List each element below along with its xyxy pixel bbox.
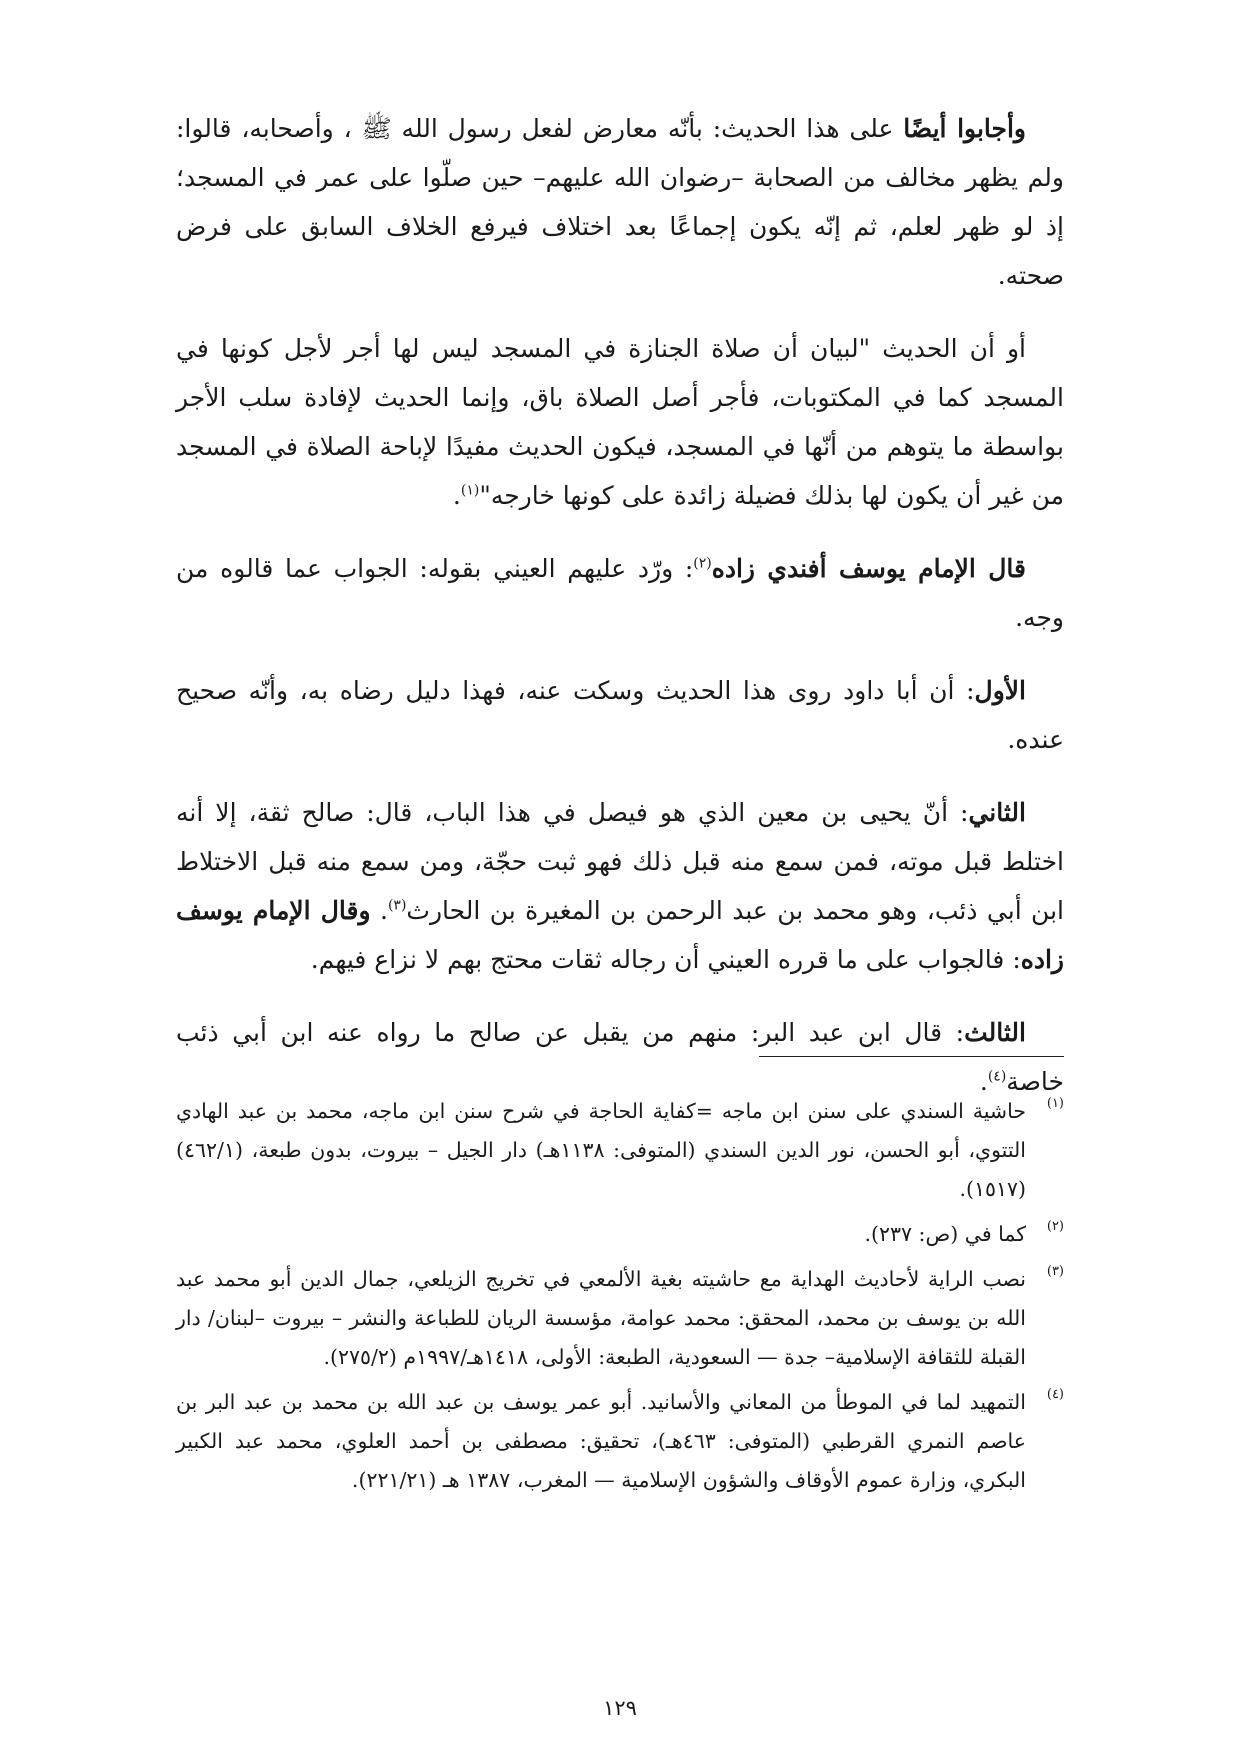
footnote-ref[interactable]: (٣) xyxy=(387,897,407,914)
footnote-item xyxy=(176,1260,1064,1377)
footnote-ref[interactable]: (١) xyxy=(460,482,480,499)
paragraph-hadith-explanation xyxy=(176,324,1064,520)
paragraph-text: على هذا الحديث: بأنّه معارض لفعل رسول الله ﷺ ، وأصحابه، قالوا: ولم يظهر مخالف من الصحابة –رضوان الله عليهم– حين صلّوا على عمر في المسجد؛ إذ لو ظهر لعلم، ثم إنّه يكون إجماعًا بعد اختلاف فيرفع الخلاف السابق على فرض صحته. xyxy=(176,114,1064,290)
footnote-item xyxy=(176,1215,1064,1254)
footnote-text: كما في (ص: ٢٣٧). xyxy=(864,1222,1026,1246)
paragraph-tail: . xyxy=(979,1067,988,1096)
footnote-ref[interactable]: (٤) xyxy=(987,1068,1007,1085)
paragraph-text: : ورّد عليهم العيني بقوله: الجواب عما قالوه من وجه. xyxy=(176,554,1064,632)
document-page xyxy=(176,104,1064,1720)
paragraph-tail: . xyxy=(452,481,461,510)
paragraph-lead-secondary: وقال الإمام يوسف زاده xyxy=(176,896,1064,974)
paragraph-mid: . xyxy=(370,896,388,925)
paragraph-first-point xyxy=(176,666,1064,764)
paragraph-imam-statement xyxy=(176,544,1064,642)
footnote-text: التمهيد لما في الموطأ من المعاني والأسانيد. أبو عمر يوسف بن عبد الله بن محمد بن عبد البر بن عاصم النمري القرطبي (المتوفى: ٤٦٣هـ)، تحقيق: مصطفى بن أحمد العلوي، محمد عبد الكبير البكري، وزارة عموم الأوقاف والشؤون الإسلامية — المغرب، ١٣٨٧ هـ (٢٢١/٢١). xyxy=(176,1390,1026,1492)
paragraph-lead: وأجابوا أيضًا xyxy=(903,114,1026,143)
paragraph-text: : قال ابن عبد البر: منهم من يقبل عن صالح ما رواه عنه ابن أبي ذئب خاصة xyxy=(176,1018,1064,1096)
footnote-item xyxy=(176,1092,1064,1209)
paragraph-tail: : فالجواب على ما قرره العيني أن رجاله ثقات محتج بهم لا نزاع فيهم. xyxy=(310,945,1021,974)
footnotes xyxy=(176,1092,1064,1506)
paragraph-text: أو أن الحديث "لبيان أن صلاة الجنازة في المسجد ليس لها أجر لأجل كونها في المسجد كما في المكتوبات، فأجر أصل الصلاة باق، وإنما الحديث لإفادة سلب الأجر بواسطة ما يتوهم من أنّها في المسجد، فيكون الحديث مفيدًا لإباحة الصلاة في المسجد من غير أن يكون لها بذلك فضيلة زائدة على كونها خارجه" xyxy=(176,334,1064,510)
paragraph-text: : أنّ يحيى بن معين الذي هو فيصل في هذا الباب، قال: صالح ثقة، إلا أنه اختلط قبل موته، فمن سمع منه قبل ذلك فهو ثبت حجّة، ومن سمع منه قبل الاختلاط ابن أبي ذئب، وهو محمد بن عبد الرحمن بن المغيرة بن الحارث xyxy=(176,798,1064,925)
paragraph-lead: قال الإمام يوسف أفندي زاده xyxy=(711,554,1026,583)
footnote-text: نصب الراية لأحاديث الهداية مع حاشيته بغية الألمعي في تخريج الزيلعي، جمال الدين أبو محمد عبد الله بن يوسف بن محمد، المحقق: محمد عوامة، مؤسسة الريان للطباعة والنشر – بيروت –لبنان/ دار القبلة للثقافة الإسلامية– جدة — السعودية، الطبعة: الأولى، ١٤١٨هـ/١٩٩٧م (٢٧٥/٢). xyxy=(176,1267,1026,1369)
footnote-divider xyxy=(759,1056,1064,1057)
paragraph-lead: الثالث xyxy=(964,1018,1026,1047)
footnote-mark: (٣) xyxy=(1046,1264,1064,1279)
footnote-mark: (٤) xyxy=(1046,1387,1064,1402)
footnote-item xyxy=(176,1383,1064,1500)
footnote-mark: (١) xyxy=(1046,1096,1064,1111)
footnote-ref[interactable]: (٢) xyxy=(693,555,712,572)
paragraph-text: : أن أبا داود روى هذا الحديث وسكت عنه، فهذا دليل رضاه به، وأنّه صحيح عنده. xyxy=(176,676,1064,754)
main-text xyxy=(176,104,1064,1106)
footnote-text: حاشية السندي على سنن ابن ماجه =كفاية الحاجة في شرح سنن ابن ماجه، محمد بن عبد الهادي التتوي، أبو الحسن، نور الدين السندي (المتوفى: ١١٣٨هـ) دار الجيل – بيروت، بدون طبعة، (٤٦٢/١)(١٥١٧). xyxy=(176,1099,1026,1201)
footnote-mark: (٢) xyxy=(1046,1219,1064,1234)
paragraph-lead: الثاني xyxy=(968,798,1026,827)
paragraph-answer-also xyxy=(176,104,1064,300)
page-number: ١٢٩ xyxy=(603,1696,637,1720)
paragraph-second-point xyxy=(176,788,1064,984)
paragraph-lead: الأول xyxy=(974,676,1026,705)
